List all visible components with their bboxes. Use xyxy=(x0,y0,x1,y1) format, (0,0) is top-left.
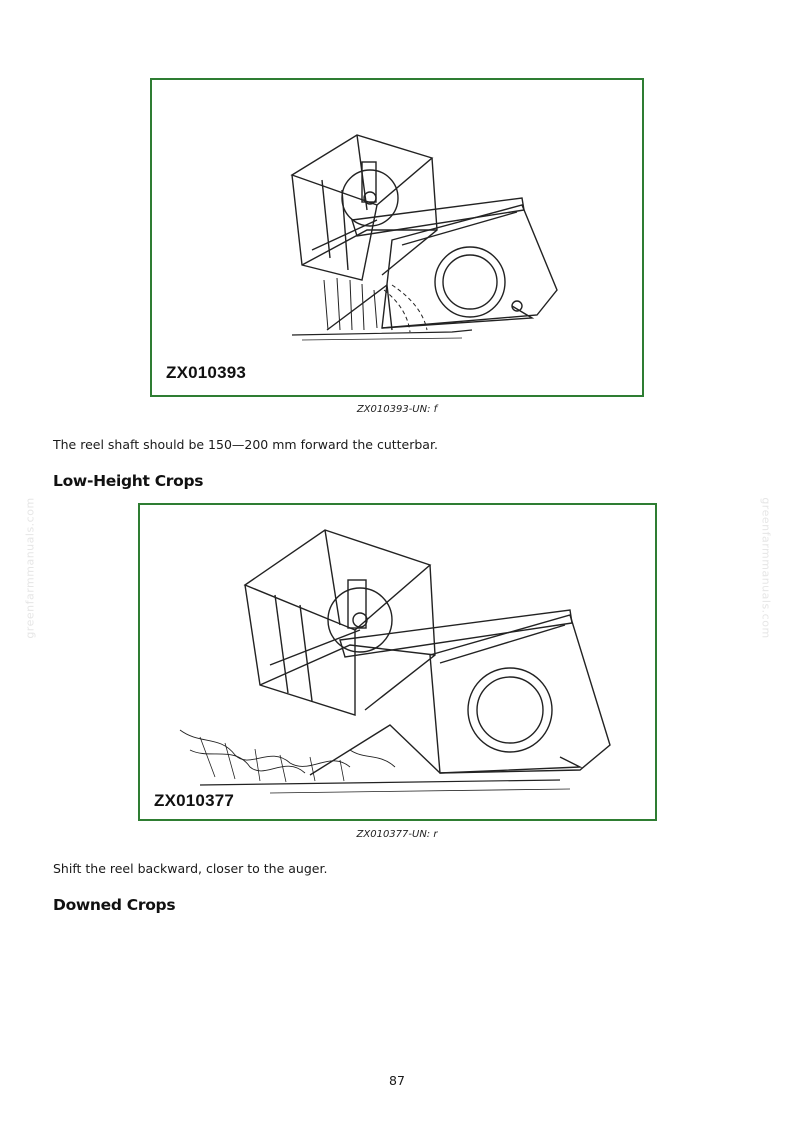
figure-caption: ZX010377-UN: r xyxy=(356,829,438,840)
paragraph-reel-shaft: The reel shaft should be 150—200 mm forward the cutterbar. xyxy=(53,437,438,452)
reel-header-illustration xyxy=(140,505,655,819)
figure-caption: ZX010393-UN: f xyxy=(356,404,438,415)
figure-reel-position xyxy=(150,78,644,397)
figure-id-label: ZX010393 xyxy=(166,363,247,382)
reel-header-illustration xyxy=(152,80,642,395)
figure-id-label: ZX010377 xyxy=(154,791,235,810)
page-number: 87 xyxy=(389,1073,405,1088)
watermark-left: greenfarmmanuals.com xyxy=(23,497,37,639)
heading-low-height-crops: Low-Height Crops xyxy=(53,472,204,490)
watermark-right: greenfarmmanuals.com xyxy=(759,497,773,639)
heading-downed-crops: Downed Crops xyxy=(53,896,176,914)
paragraph-shift-reel: Shift the reel backward, closer to the auger. xyxy=(53,861,328,876)
figure-low-height-crops xyxy=(138,503,657,821)
